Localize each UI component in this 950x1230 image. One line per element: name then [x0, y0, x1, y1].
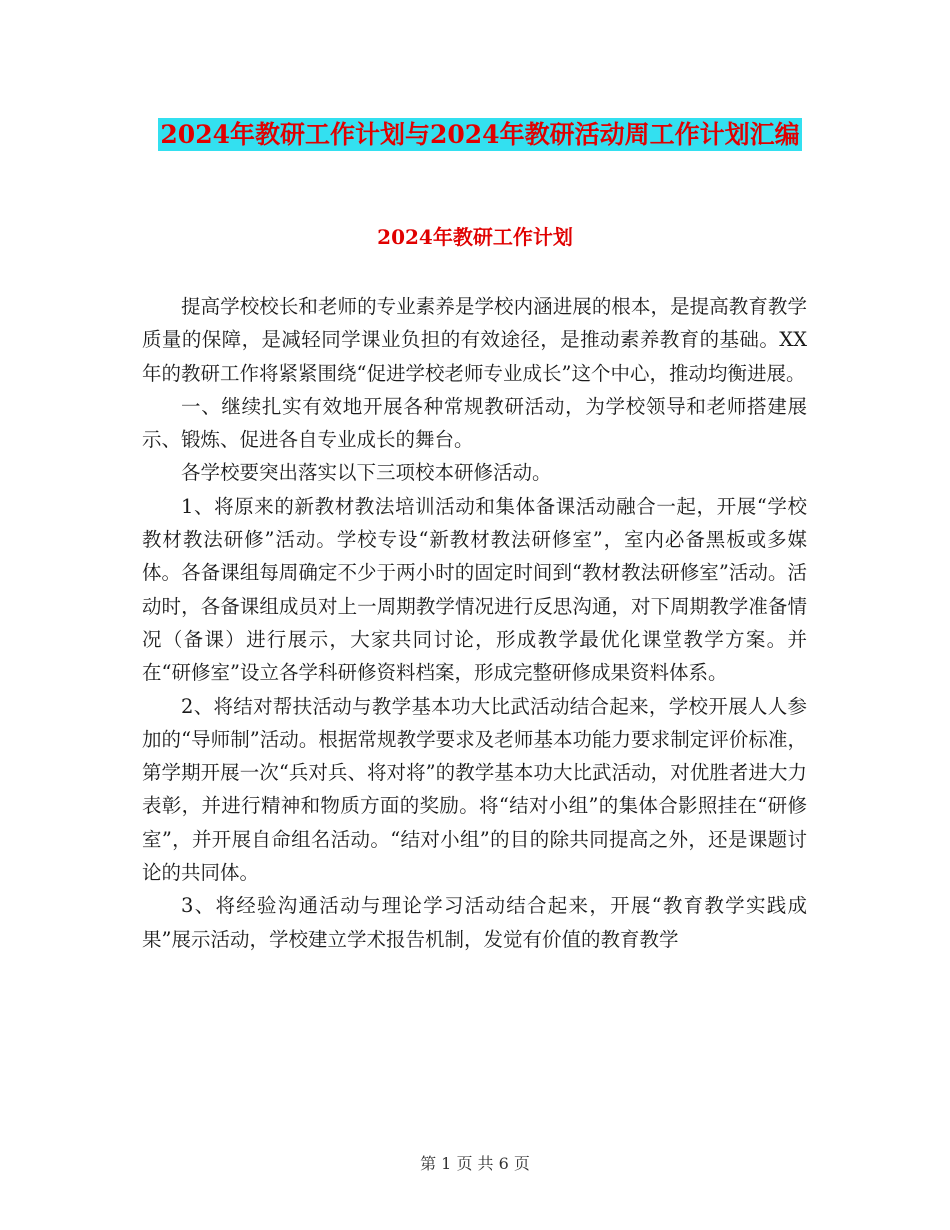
- title-highlight: 2024年教研工作计划与2024年教研活动周工作计划汇编: [160, 120, 800, 149]
- paragraph: 3、将经验沟通活动与理论学习活动结合起来，开展“教育教学实践成果”展示活动，学校建立学术报告机制，发觉有价值的教育教学: [142, 894, 807, 951]
- document-body: [142, 290, 807, 956]
- paragraph: 2、将结对帮扶活动与教学基本功大比武活动结合起来，学校开展人人参加的“导师制”活动。根据常规教学要求及老师基本功能力要求制定评价标准，第学期开展一次“兵对兵、将对将”的教学基本功大比武活动，对优胜者进大力表彰，并进行精神和物质方面的奖励。将“结对小组”的集体合影照挂在“研修室”，并开展自命组名活动。“结对小组”的目的除共同提高之外，还是课题讨论的共同体。: [142, 694, 807, 885]
- paragraph: 各学校要突出落实以下三项校本研修活动。: [181, 461, 552, 485]
- document-title: [140, 112, 820, 157]
- paragraph: 提高学校校长和老师的专业素养是学校内涵进展的根本，是提高教育教学质量的保障，是减轻同学课业负担的有效途径，是推动素养教育的基础。XX年的教研工作将紧紧围绕“促进学校老师专业成长”这个中心，推动均衡进展。: [142, 295, 807, 385]
- paragraph: 一、继续扎实有效地开展各种常规教研活动，为学校领导和老师搭建展示、锻炼、促进各自专业成长的舞台。: [142, 394, 807, 452]
- paragraph: 1、将原来的新教材教法培训活动和集体备课活动融合一起，开展“学校教材教法研修”活动。学校专设“新教材教法研修室”，室内必备黑板或多媒体。各备课组每周确定不少于两小时的固定时间到“教材教法研修室”活动。活动时，各备课组成员对上一周期教学情况进行反思沟通，对下周期教学准备情况（备课）进行展示，大家共同讨论，形成教学最优化课堂教学方案。并在“研修室”设立各学科研修资料档案，形成完整研修成果资料体系。: [142, 494, 807, 685]
- page-footer: 第 1 页 共 6 页: [420, 1154, 530, 1173]
- section-title: 2024年教研工作计划: [377, 225, 573, 249]
